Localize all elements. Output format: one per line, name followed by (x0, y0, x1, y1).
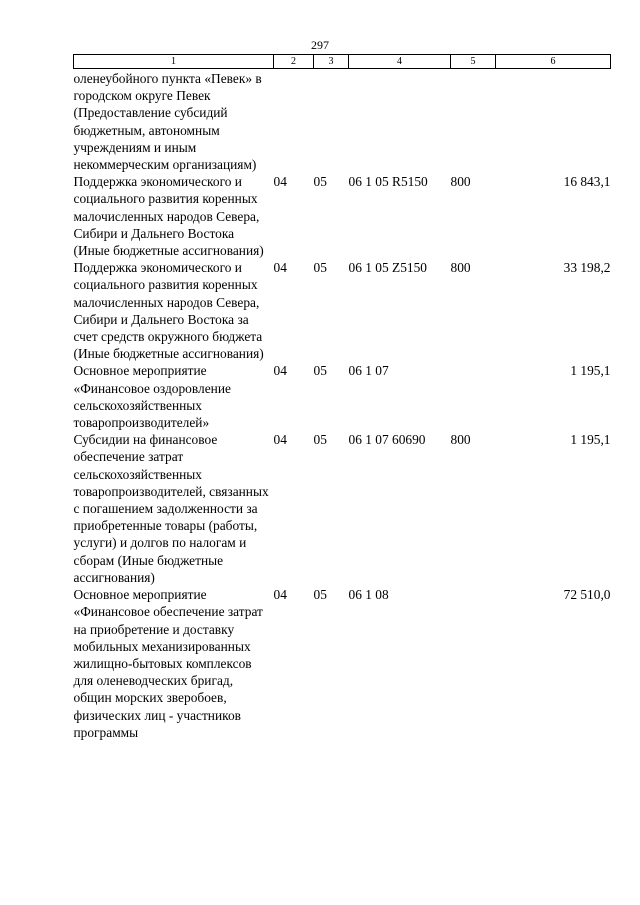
row-amount: 72 510,0 (563, 587, 611, 603)
row-amount: 1 195,1 (570, 363, 611, 379)
row-amount: 33 198,2 (563, 260, 611, 276)
row-subsection: 05 (313, 587, 327, 603)
row-target-code: 06 1 07 (348, 363, 389, 379)
row-expense-type (451, 362, 496, 431)
row-target-code: 06 1 08 (348, 587, 389, 603)
page-number: 297 (311, 38, 329, 52)
header-col-1: 1 (74, 55, 274, 69)
row-target-code: 06 1 05 R5150 (348, 174, 428, 190)
header-col-2: 2 (274, 55, 314, 69)
row-name: Основное мероприятие «Финансовое оздоровление сельскохозяйственных товаропроизводителей» (73, 363, 231, 431)
header-row (74, 55, 611, 69)
table-header (74, 55, 611, 69)
row-expense-type: 800 (450, 260, 471, 276)
table-row (74, 259, 611, 362)
row-section: 04 (273, 432, 287, 448)
row-target-code (349, 69, 451, 174)
row-subsection (314, 69, 349, 174)
row-subsection: 05 (313, 174, 327, 190)
table-row (74, 173, 611, 259)
row-amount (496, 69, 611, 174)
row-name: Субсидии на финансовое обеспечение затрат сельскохозяйственных товаропроизводителей, связанных с погашением задолженности за приобретенные товары (работы, услуги) и долгов по налогам и сборам (Иные бюджетные ассигнования) (73, 432, 269, 585)
row-name: Поддержка экономического и социального развития коренных малочисленных народов Севера, Сибири и Дальнего Востока за счет средств окружного бюджета (Иные бюджетные ассигнования) (73, 260, 264, 362)
row-target-code: 06 1 07 60690 (348, 432, 426, 448)
row-subsection: 05 (313, 260, 327, 276)
row-subsection: 05 (313, 363, 327, 379)
header-col-3: 3 (314, 55, 349, 69)
row-section: 04 (273, 174, 287, 190)
row-section: 04 (273, 587, 287, 603)
row-name: оленеубойного пункта «Певек» в городском округе Певек (Предоставление субсидий бюджетным, автономным учреждениям и иным некоммерческим организациям) (73, 71, 262, 173)
row-name: Поддержка экономического и социального развития коренных малочисленных народов Севера, Сибири и Дальнего Востока (Иные бюджетные ассигнования) (73, 174, 264, 259)
row-section (274, 69, 314, 174)
header-col-5: 5 (451, 55, 496, 69)
row-target-code: 06 1 05 Z5150 (348, 260, 427, 276)
row-amount: 16 843,1 (563, 174, 611, 190)
header-col-6: 6 (496, 55, 611, 69)
table-row (74, 69, 611, 174)
row-name: Основное мероприятие «Финансовое обеспечение затрат на приобретение и доставку мобильных механизированных жилищно-бытовых комплексов для оленеводческих бригад, общин морских зверобоев, физических лиц - участников программы (73, 587, 263, 740)
budget-table (73, 54, 611, 741)
row-amount: 1 195,1 (570, 432, 611, 448)
table-row (74, 586, 611, 741)
table-row (74, 431, 611, 586)
row-subsection: 05 (313, 432, 327, 448)
row-expense-type (451, 69, 496, 174)
row-expense-type (451, 586, 496, 741)
header-col-4: 4 (349, 55, 451, 69)
row-expense-type: 800 (450, 432, 471, 448)
table-row (74, 362, 611, 431)
row-section: 04 (273, 363, 287, 379)
row-expense-type: 800 (450, 174, 471, 190)
table-body (74, 69, 611, 741)
row-section: 04 (273, 260, 287, 276)
